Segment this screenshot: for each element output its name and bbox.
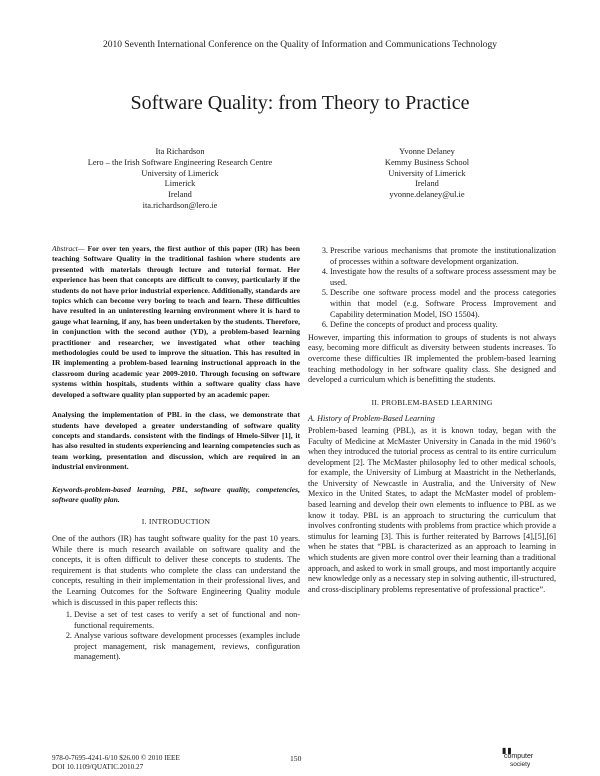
author-block-2 <box>302 147 552 201</box>
right-column <box>308 246 556 595</box>
list-item: 6. Define the concepts of product and process quality. <box>330 320 556 331</box>
author-affiliation: Ireland <box>168 190 192 200</box>
abstract <box>52 244 300 400</box>
keywords: Keywords-problem-based learning, PBL, software quality, competencies, software quality plan. <box>52 484 300 504</box>
conference-header: 2010 Seventh International Conference on the Quality of Information and Communications Technology <box>102 40 498 50</box>
author-affiliation: University of Limerick <box>388 168 466 178</box>
abstract-text: For over ten years, the first author of this paper (IR) has been teaching Software Quality in the traditional fashion where students are presented with materials through lecture and tutorial format. Her experience has been that concepts are difficult to convey, particularly if the students do not have prior industrial experience. Additionally, standards are topics which can become very boring to teach and learn. These difficulties have resulted in an uninteresting learning environment where it is hard to gauge what learning, if any, has been undertaken by the students. Therefore, in conjunction with the second author (YD), a problem-based learning practitioner and researcher, we investigated what other teaching methodologies could be used to improve the situation. This has resulted in IR implementing a problem-based learning instructional approach in the classroom during academic year 2009-2010. Through focusing on software systems within hospitals, students within a software quality class have developed a software quality plan supported by an academic paper. <box>52 244 300 399</box>
logo-text: society <box>510 761 531 768</box>
list-item: 5. Describe one software process model and the process categories within that model (e.g. Software Process Improvement and Capability determination Model, ISO 15504). <box>330 288 556 320</box>
page-number: 150 <box>290 754 302 763</box>
author-email: yvonne.delaney@ul.ie <box>389 190 465 200</box>
learning-outcomes-list-continued <box>308 246 556 331</box>
list-item: 1. Devise a set of test cases to verify a set of functional and non-functional requirements. <box>74 610 300 631</box>
footer-isbn: 978-0-7695-4241-6/10 $26.00 © 2010 IEEE <box>52 754 180 762</box>
left-column <box>52 244 300 665</box>
abstract-label: Abstract— <box>52 244 85 253</box>
section-heading-pbl: II. PROBLEM-BASED LEARNING <box>371 397 493 407</box>
abstract-paragraph-2: Analysing the implementation of PBL in the class, we demonstrate that students have developed a greater understanding of software quality concepts and standards. consistent with the findings of Hmelo-Silver [1], it has also resulted in students experiencing and learning competencies such as team working, presentation and discussion, which are required in an industrial environment. <box>52 410 300 472</box>
logo-text: computer <box>504 753 534 760</box>
author-affiliation: Kemmy Business School <box>384 157 470 167</box>
author-block-1 <box>55 147 305 212</box>
author-affiliation: Lero – the Irish Software Engineering Research Centre <box>87 157 273 167</box>
author-email: ita.richardson@lero.ie <box>142 200 218 210</box>
footer-copyright <box>52 754 180 772</box>
pbl-paragraph: Problem-based learning (PBL), as it is known today, began with the Faculty of Medicine at McMaster University in Canada in the mid 1960’s when they introduced the tutorial process as central to its entire curriculum development [2]. The McMaster philosophy led to other medical schools, for example, the University of Limburg at Maastricht in the Netherlands, the University of Newcastle in Australia, and the University of New Mexico in the United States, to adapt the McMaster model of problem-based learning and develop their own elements to influence to PBL as we know it today. PBL is an approach to structuring the curriculum that involves confronting students with problems from practice which provide a stimulus for learning [3]. This is further reiterated by Barrows [4],[5],[6] when he states that “PBL is characterized as an approach to learning in which students are given more control over their learning than a traditional approach, and asked to work in small groups, and most importantly acquire new knowledge only as a necessary step in solving authentic, ill-structured, and cross-disciplinary problems representative of professional practice”. <box>308 425 556 594</box>
paper-title: Software Quality: from Theory to Practice <box>130 92 470 114</box>
logo-mark-icon: ▮▮ <box>502 746 513 755</box>
list-item: 4. Investigate how the results of a software process assessment may be used. <box>330 267 556 288</box>
computer-society-logo <box>498 746 554 772</box>
learning-outcomes-list <box>52 610 300 663</box>
footer-doi: DOI 10.1109/QUATIC.2010.27 <box>52 763 144 771</box>
author-name: Ita Richardson <box>155 147 205 156</box>
subsection-heading-history: A. History of Problem-Based Learning <box>308 414 435 424</box>
section-heading-introduction: I. INTRODUCTION <box>141 517 211 527</box>
intro-paragraph: One of the authors (IR) has taught software quality for the past 10 years. While there is much research available on software quality and the concepts, it is often difficult to deliver these concepts to students. The requirement is that students who complete the class can understand the concepts, resulting in their implementation in their professional lives, and the Learning Outcomes for the Software Engineering Quality module which is discussed in this paper reflects this: <box>52 533 300 607</box>
author-affiliation: Ireland <box>415 179 439 189</box>
author-name: Yvonne Delaney <box>399 147 455 156</box>
list-item: 3. Prescribe various mechanisms that promote the institutionalization of processes within a software development organization. <box>330 246 556 267</box>
author-affiliation: Limerick <box>164 179 196 189</box>
author-affiliation: University of Limerick <box>141 168 219 178</box>
list-item: 2. Analyse various software development processes (examples include project management, risk management, reviews, configuration management). <box>74 631 300 663</box>
intro-paragraph-2: However, imparting this information to groups of students is not always easy, becoming more difficult as diversity between students increases. To overcome these difficulties IR implemented the problem-based learning teaching methodology in her software quality class. She designed and developed a curriculum which is benefitting the students. <box>308 332 556 385</box>
